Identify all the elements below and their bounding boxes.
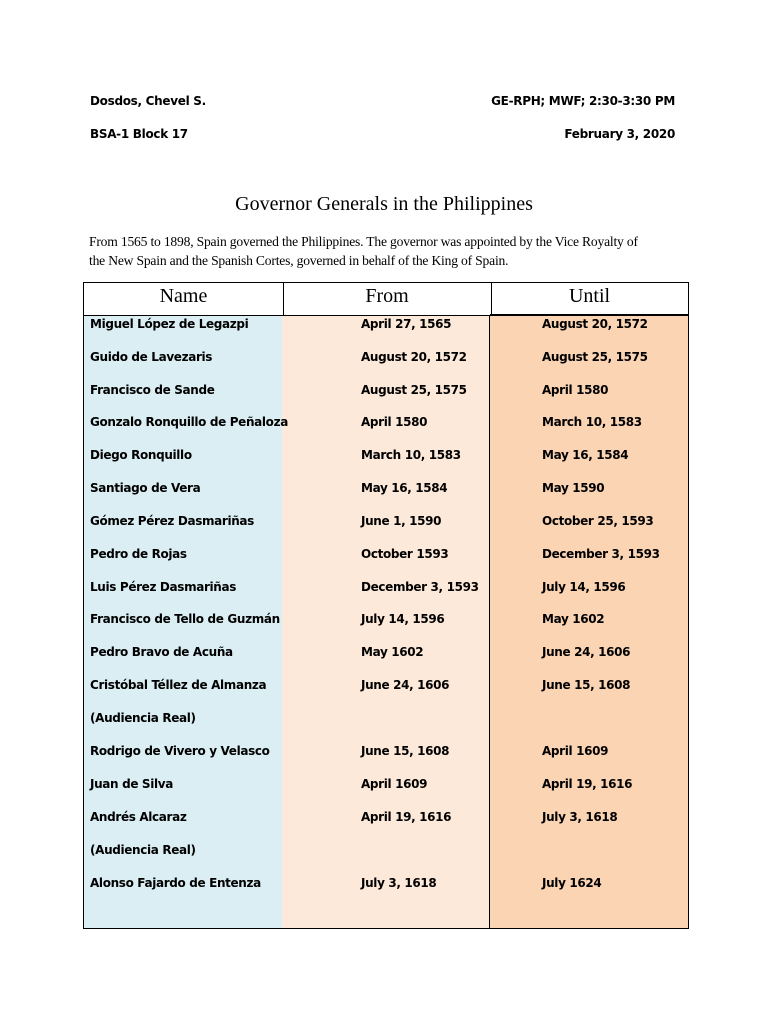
governor-name-cell: Andrés Alcaraz: [90, 810, 187, 824]
governor-name-cell: Rodrigo de Vivero y Velasco: [90, 744, 270, 758]
from-date-cell: July 14, 1596: [361, 612, 445, 626]
from-date-cell: June 24, 1606: [361, 678, 450, 692]
until-date-cell: May 1590: [542, 481, 605, 495]
table-row: [83, 350, 689, 372]
table-row: [83, 317, 689, 339]
governor-name-cell: Diego Ronquillo: [90, 448, 192, 462]
governor-name-cell: Gómez Pérez Dasmariñas: [90, 514, 254, 528]
from-date-cell: April 1609: [361, 777, 428, 791]
until-date-cell: July 1624: [542, 876, 602, 890]
governor-name-cell: Pedro Bravo de Acuña: [90, 645, 233, 659]
column-header-until: Until: [568, 285, 611, 307]
from-date-cell: April 19, 1616: [361, 810, 452, 824]
from-date-cell: October 1593: [361, 547, 449, 561]
until-date-cell: April 1609: [542, 744, 609, 758]
governor-name-cell: Cristóbal Téllez de Almanza: [90, 678, 267, 692]
table-row: [83, 711, 689, 733]
document-date: February 3, 2020: [564, 127, 675, 141]
column-header-from: From: [283, 283, 492, 315]
header-underline: [490, 314, 689, 316]
intro-line: the New Spain and the Spanish Cortes, governed in behalf of the King of Spain.: [89, 253, 509, 268]
until-date-cell: October 25, 1593: [542, 514, 654, 528]
governor-name-cell: Gonzalo Ronquillo de Peñaloza: [90, 415, 288, 429]
until-date-cell: May 1602: [542, 612, 605, 626]
until-date-cell: June 15, 1608: [542, 678, 631, 692]
governor-name-cell: Francisco de Tello de Guzmán: [90, 612, 280, 626]
until-date-cell: December 3, 1593: [542, 547, 660, 561]
section: BSA-1 Block 17: [90, 127, 188, 141]
from-date-cell: August 25, 1575: [361, 383, 467, 397]
intro-line: From 1565 to 1898, Spain governed the Philippines. The governor was appointed by the Vice Royalty of: [89, 234, 638, 249]
table-row: [83, 744, 689, 766]
table-row: [83, 448, 689, 470]
table-row: [83, 383, 689, 405]
from-date-cell: August 20, 1572: [361, 350, 467, 364]
table-header-row: [83, 282, 689, 316]
governor-name-cell: (Audiencia Real): [90, 711, 196, 725]
until-date-cell: March 10, 1583: [542, 415, 642, 429]
until-date-cell: July 3, 1618: [542, 810, 618, 824]
from-date-cell: April 1580: [361, 415, 428, 429]
table-row: [83, 514, 689, 536]
governor-name-cell: Guido de Lavezaris: [90, 350, 213, 364]
governor-name-cell: (Audiencia Real): [90, 843, 196, 857]
page-title: Governor Generals in the Philippines: [235, 193, 533, 215]
until-date-cell: April 1580: [542, 383, 609, 397]
table-row: [83, 415, 689, 437]
from-date-cell: June 15, 1608: [361, 744, 450, 758]
table-row: [83, 645, 689, 667]
until-date-cell: August 20, 1572: [542, 317, 648, 331]
table-row: [83, 678, 689, 700]
table-row: [83, 876, 689, 898]
course-schedule: GE-RPH; MWF; 2:30-3:30 PM: [491, 94, 675, 108]
table-row: [83, 547, 689, 569]
from-date-cell: April 27, 1565: [361, 317, 452, 331]
until-date-cell: May 16, 1584: [542, 448, 629, 462]
governor-name-cell: Juan de Silva: [90, 777, 173, 791]
table-row: [83, 580, 689, 602]
table-row: [83, 777, 689, 799]
column-header-name: Name: [84, 283, 284, 315]
table-row: [83, 843, 689, 865]
governor-name-cell: Pedro de Rojas: [90, 547, 187, 561]
until-date-cell: August 25, 1575: [542, 350, 648, 364]
intro-paragraph: [89, 232, 685, 270]
governor-name-cell: Francisco de Sande: [90, 383, 215, 397]
governors-table: [83, 282, 689, 929]
until-date-cell: July 14, 1596: [542, 580, 626, 594]
governor-name-cell: Alonso Fajardo de Entenza: [90, 876, 261, 890]
table-row: [83, 810, 689, 832]
table-row: [83, 612, 689, 634]
student-name: Dosdos, Chevel S.: [90, 94, 206, 108]
from-date-cell: May 1602: [361, 645, 424, 659]
from-date-cell: March 10, 1583: [361, 448, 461, 462]
until-date-cell: April 19, 1616: [542, 777, 633, 791]
from-date-cell: May 16, 1584: [361, 481, 448, 495]
from-date-cell: December 3, 1593: [361, 580, 479, 594]
governor-name-cell: Santiago de Vera: [90, 481, 201, 495]
until-date-cell: June 24, 1606: [542, 645, 631, 659]
governor-name-cell: Miguel López de Legazpi: [90, 317, 249, 331]
from-date-cell: June 1, 1590: [361, 514, 442, 528]
from-date-cell: July 3, 1618: [361, 876, 437, 890]
table-row: [83, 481, 689, 503]
governor-name-cell: Luis Pérez Dasmariñas: [90, 580, 237, 594]
